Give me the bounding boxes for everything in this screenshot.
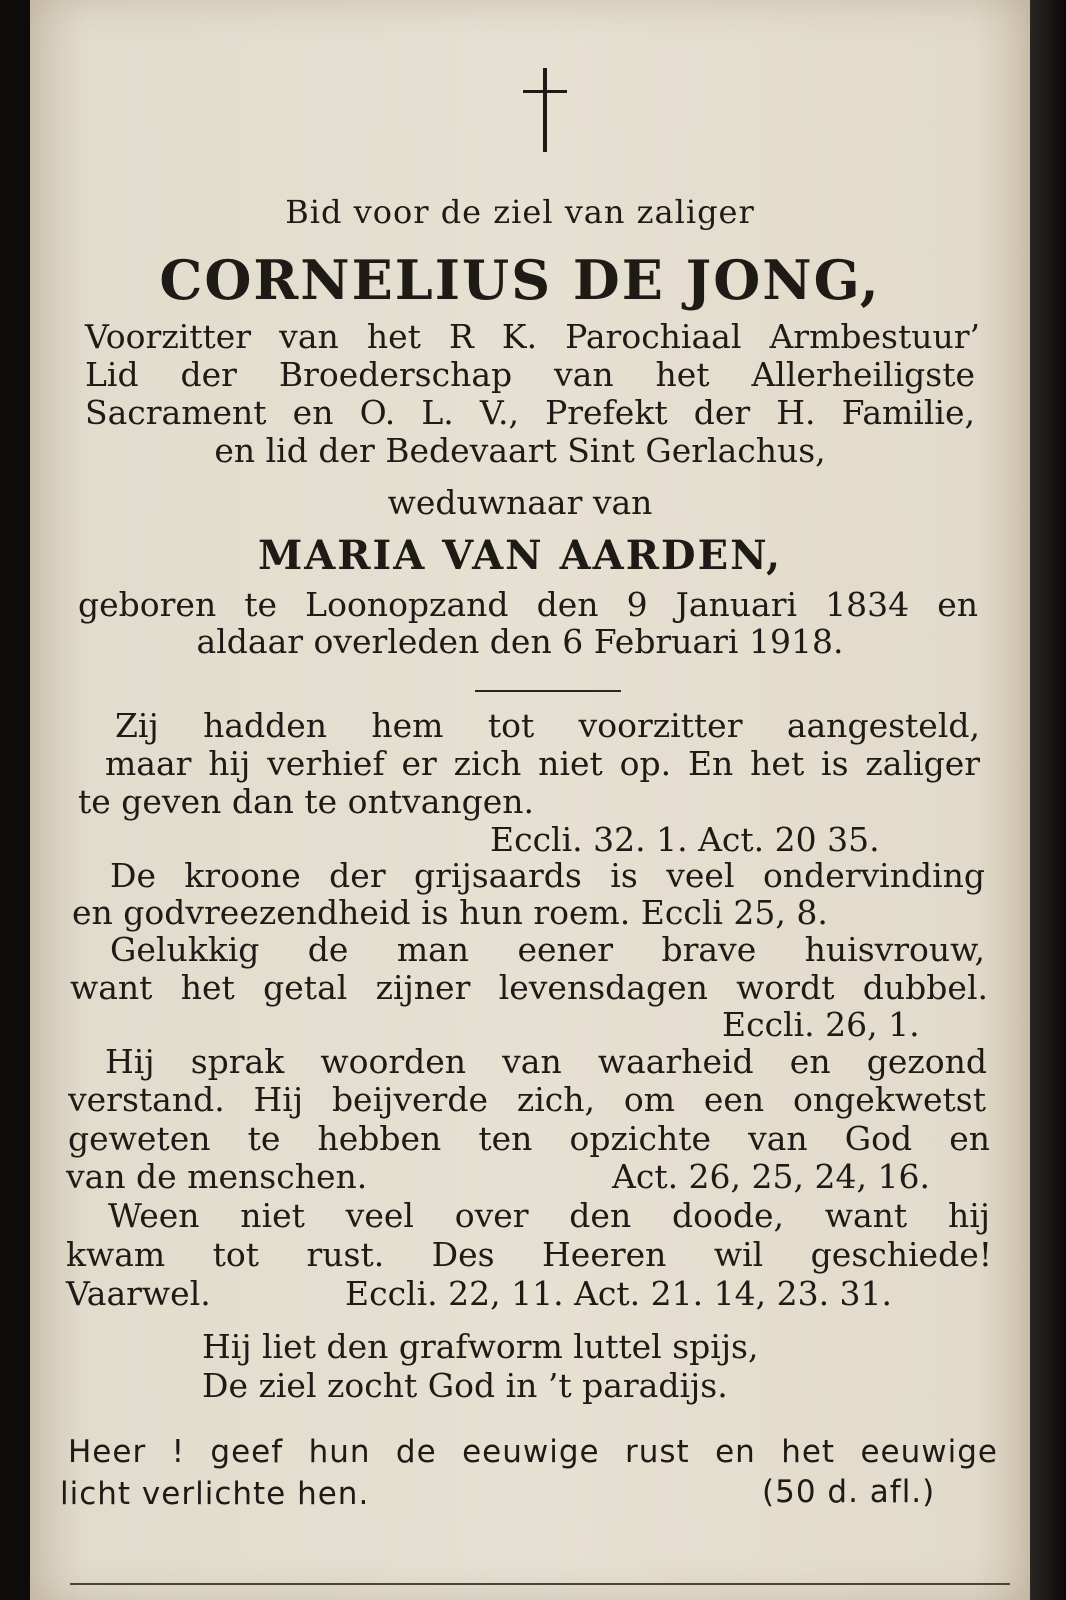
verse-5-line-3: Vaarwel.: [66, 1274, 211, 1313]
verse-4-line-4: van de menschen.: [66, 1157, 368, 1196]
verse-4-line-3: geweten te hebben ten opzichte van God en: [68, 1119, 990, 1158]
bottom-divider: [70, 1583, 1010, 1585]
verse-4-reference: Act. 26, 25, 24, 16.: [612, 1157, 930, 1196]
verse-2-line-2: en godvreezendheid is hun roem. Eccli 25, 8.: [72, 893, 828, 932]
verse-5-line-2: kwam tot rust. Des Heeren wil geschiede!: [66, 1235, 992, 1274]
closing-line-2: licht verlichte hen.: [60, 1476, 370, 1512]
spouse-name: MARIA VAN AARDEN,: [257, 532, 783, 579]
verse-5-line-1: Ween niet veel over den doode, want hij: [108, 1196, 990, 1235]
cross-icon: [523, 68, 567, 152]
verse-4-line-2: verstand. Hij beijverde zich, om een ongekwetst: [68, 1080, 986, 1119]
verse-3-line-1: Gelukkig de man eener brave huisvrouw,: [110, 930, 985, 969]
verse-3-line-2: want het getal zijner levensdagen wordt dubbel.: [70, 968, 988, 1007]
card-shadow-edge: [1030, 0, 1066, 1600]
verse-1-line-1: Zij hadden hem tot voorzitter aangesteld,: [115, 706, 980, 745]
title-line-3: Sacrament en O. L. V., Prefekt der H. Familie,: [85, 393, 975, 432]
title-line-1: Voorzitter van het R K. Parochiaal Armbestuur’: [85, 317, 980, 356]
poem-line-1: Hij liet den grafworm luttel spijs,: [202, 1327, 759, 1366]
title-line-2: Lid der Broederschap van het Allerheiligste: [85, 355, 975, 394]
poem-line-2: De ziel zocht God in ’t paradijs.: [202, 1366, 728, 1405]
title-line-4: en lid der Bedevaart Sint Gerlachus,: [214, 431, 826, 470]
widower-line: weduwnaar van: [387, 483, 653, 522]
verse-3-reference: Eccli. 26, 1.: [722, 1005, 920, 1044]
deceased-name: CORNELIUS DE JONG,: [159, 248, 881, 312]
birth-line: geboren te Loonopzand den 9 Januari 1834 en: [78, 585, 978, 624]
prayer-line: Bid voor de ziel van zaliger: [285, 193, 755, 231]
verse-2-line-1: De kroone der grijsaards is veel ondervinding: [110, 856, 985, 895]
verse-1-line-2: maar hij verhief er zich niet op. En het is zaliger: [105, 744, 980, 783]
indulgence-note: (50 d. afl.): [762, 1474, 936, 1510]
verse-1-line-3: te geven dan te ontvangen.: [78, 782, 535, 821]
divider: [475, 690, 621, 692]
verse-4-line-1: Hij sprak woorden van waarheid en gezond: [105, 1042, 987, 1081]
death-line: aldaar overleden den 6 Februari 1918.: [196, 622, 844, 661]
verse-5-reference: Eccli. 22, 11. Act. 21. 14, 23. 31.: [345, 1274, 893, 1313]
verse-1-reference: Eccli. 32. 1. Act. 20 35.: [490, 820, 880, 859]
closing-line-1: Heer ! geef hun de eeuwige rust en het eeuwige: [68, 1434, 998, 1470]
